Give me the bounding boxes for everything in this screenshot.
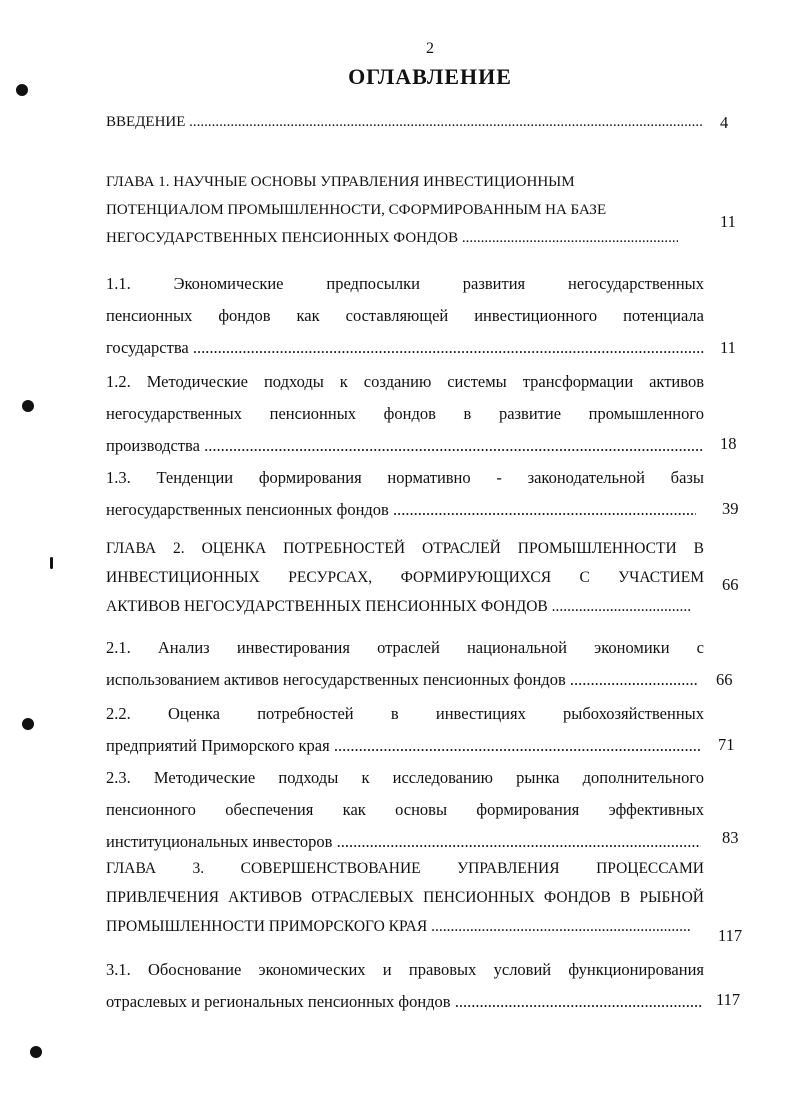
toc-page-1-1: 11 — [720, 338, 736, 357]
toc-entry-2-2 — [106, 698, 704, 762]
toc-page-2-1: 66 — [716, 670, 733, 689]
toc-line: 2.1. Анализ инвестирования отраслей национальной экономики с — [106, 638, 704, 657]
scan-speck — [22, 718, 34, 730]
toc-page-1-3: 39 — [722, 499, 739, 518]
toc-entry-1-3 — [106, 462, 704, 526]
toc-line: отраслевых и региональных пенсионных фондов ..... — [106, 986, 702, 1018]
toc-line: ГЛАВА 3. СОВЕРШЕНСТВОВАНИЕ УПРАВЛЕНИЯ ПРОЦЕССАМИ — [106, 860, 704, 877]
scan-speck — [30, 1046, 42, 1058]
toc-line: ГЛАВА 2. ОЦЕНКА ПОТРЕБНОСТЕЙ ОТРАСЛЕЙ ПРОМЫШЛЕННОСТИ В — [106, 540, 704, 557]
toc-entry-3-1 — [106, 954, 704, 1018]
page-number: 2 — [426, 40, 434, 57]
toc-line: ПРОМЫШЛЕННОСТИ ПРИМОРСКОГО КРАЯ ..... — [106, 912, 691, 941]
toc-line: 2.3. Методические подходы к исследованию рынка дополнительного — [106, 768, 704, 787]
toc-line: производства ..... — [106, 430, 704, 462]
toc-line: 1.3. Тенденции формирования нормативно - законодательной базы — [106, 468, 704, 487]
toc-page-1-2: 18 — [720, 434, 737, 453]
toc-line: ИНВЕСТИЦИОННЫХ РЕСУРСАХ, ФОРМИРУЮЩИХСЯ С УЧАСТИЕМ — [106, 569, 704, 586]
toc-line: предприятий Приморского края ..... — [106, 730, 701, 762]
toc-page-chapter-3: 117 — [718, 926, 743, 945]
toc-line: ПОТЕНЦИАЛОМ ПРОМЫШЛЕННОСТИ, СФОРМИРОВАННЫМ НА БАЗЕ — [106, 202, 607, 218]
toc-page-2-3: 83 — [722, 828, 739, 847]
page-title: ОГЛАВЛЕНИЕ — [348, 64, 512, 89]
scan-speck — [22, 400, 34, 412]
toc-page-chapter-2: 66 — [722, 575, 739, 594]
toc-line: негосударственных пенсионных фондов в развитие промышленного — [106, 404, 704, 423]
toc-line: 3.1. Обоснование экономических и правовых условий функционирования — [106, 960, 704, 979]
toc-entry-intro — [106, 108, 704, 136]
toc-line: ГЛАВА 1. НАУЧНЫЕ ОСНОВЫ УПРАВЛЕНИЯ ИНВЕСТИЦИОННЫМ — [106, 174, 575, 190]
toc-line: 1.2. Методические подходы к созданию системы трансформации активов — [106, 372, 704, 391]
toc-line: 1.1. Экономические предпосылки развития негосударственных — [106, 274, 704, 293]
toc-page-2-2: 71 — [718, 735, 735, 754]
toc-line: использованием активов негосударственных пенсионных фондов ..... — [106, 664, 698, 696]
scan-speck — [16, 84, 28, 96]
toc-line: пенсионных фондов как составляющей инвестиционного потенциала — [106, 306, 704, 325]
toc-entry-2-1 — [106, 632, 704, 696]
toc-page-intro: 4 — [720, 113, 729, 132]
scan-speck — [50, 557, 53, 569]
toc-entry-chapter-2 — [106, 534, 704, 621]
toc-line: пенсионного обеспечения как основы формирования эффективных — [106, 800, 704, 819]
toc-entry-chapter-3 — [106, 854, 704, 941]
toc-line: АКТИВОВ НЕГОСУДАРСТВЕННЫХ ПЕНСИОННЫХ ФОНДОВ ..... — [106, 592, 691, 621]
toc-entry-1-1 — [106, 268, 704, 364]
toc-line: негосударственных пенсионных фондов ..... — [106, 494, 696, 526]
toc-line: 2.2. Оценка потребностей в инвестициях рыбохозяйственных — [106, 704, 704, 723]
toc-line: ВВЕДЕНИЕ ..... — [106, 108, 704, 136]
toc-entry-1-2 — [106, 366, 704, 462]
toc-line: ПРИВЛЕЧЕНИЯ АКТИВОВ ОТРАСЛЕВЫХ ПЕНСИОННЫХ ФОНДОВ В РЫБНОЙ — [106, 889, 704, 906]
toc-page-3-1: 117 — [716, 990, 741, 1009]
toc-entry-chapter-1 — [106, 168, 704, 252]
toc-line: институциональных инвесторов ..... — [106, 826, 701, 858]
toc-entry-2-3 — [106, 762, 704, 858]
toc-line: государства ..... — [106, 332, 704, 364]
toc-page-chapter-1: 11 — [720, 212, 736, 231]
toc-line: НЕГОСУДАРСТВЕННЫХ ПЕНСИОННЫХ ФОНДОВ ..... — [106, 224, 678, 252]
